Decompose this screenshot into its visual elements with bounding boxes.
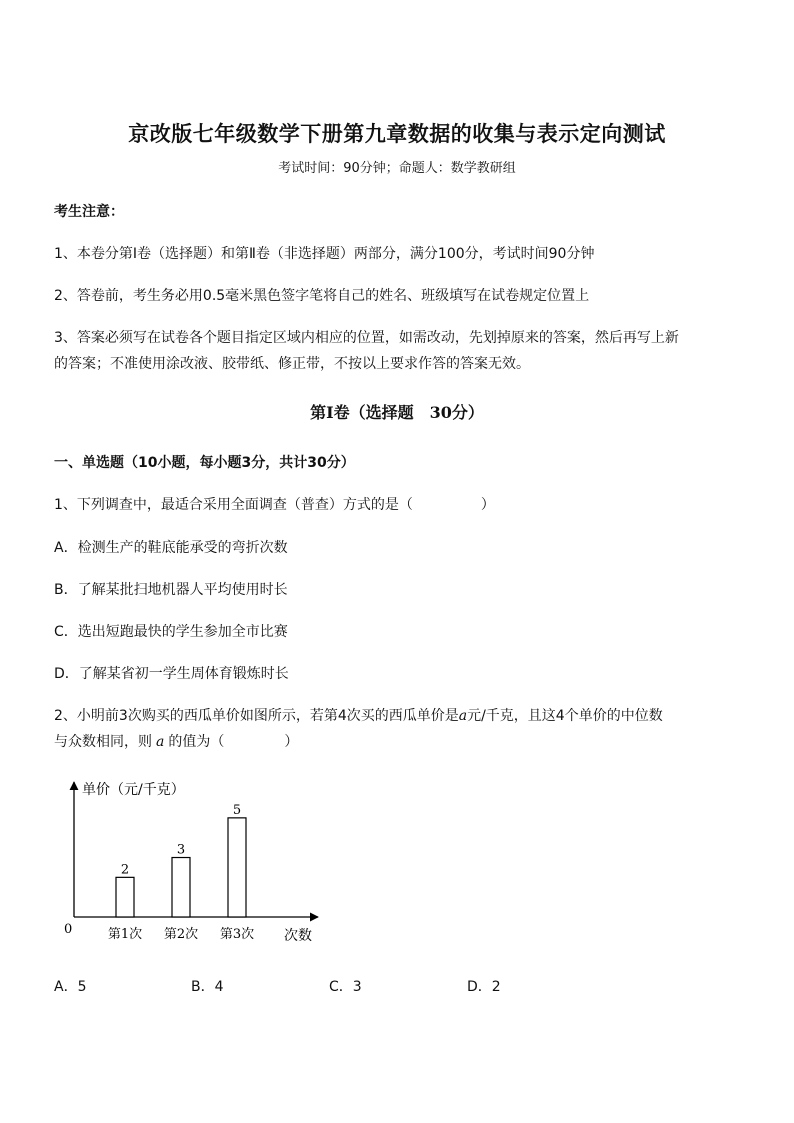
question-1-option-a[interactable]: A．检测生产的鞋底能承受的弯折次数 <box>54 540 288 556</box>
question-2-text-c: 与众数相同，则 <box>54 734 152 750</box>
question-2-option-c[interactable]: C．3 <box>329 979 362 995</box>
notice-item-3: 3、答案必须写在试卷各个题目指定区域内相应的位置，如需改动，先划掉原来的答案，然后再写上新 <box>54 330 679 346</box>
data-label-2: 3 <box>176 842 186 858</box>
bar-chart <box>50 770 340 950</box>
part-heading: 一、单选题（10小题，每小题3分，共计30分） <box>54 455 355 471</box>
question-1-stem <box>54 494 495 514</box>
bars-group <box>108 803 254 942</box>
question-1-option-d[interactable]: D．了解某省初一学生周体育锻炼时长 <box>54 666 289 682</box>
question-2-text-a: 2、小明前3次购买的西瓜单价如图所示，若第4次买的西瓜单价是 <box>54 708 459 724</box>
question-1-stem-text: 1、下列调查中，最适合采用全面调查（普查）方式的是（ <box>54 497 413 513</box>
question-1-stem-close: ） <box>480 497 495 513</box>
question-2-option-b[interactable]: B．4 <box>191 979 224 995</box>
question-2-option-d[interactable]: D．2 <box>467 979 501 995</box>
question-1-option-c[interactable]: C．选出短跑最快的学生参加全市比赛 <box>54 624 288 640</box>
tick-label-3: 第3次 <box>219 927 255 942</box>
bar-2 <box>172 858 190 917</box>
document-title: 京改版七年级数学下册第九章数据的收集与表示定向测试 <box>128 121 666 146</box>
question-2-text-e: ） <box>284 734 299 750</box>
notice-item-3-cont: 的答案；不准使用涂改液、胶带纸、修正带，不按以上要求作答的答案无效。 <box>54 356 530 372</box>
y-axis-label: 单价（元/千克） <box>82 782 185 798</box>
question-2-option-a[interactable]: A．5 <box>54 979 87 995</box>
notice-item-2: 2、答卷前，考生务必用0.5毫米黑色签字笔将自己的姓名、班级填写在试卷规定位置上 <box>54 288 590 304</box>
question-2-line-2 <box>54 731 298 751</box>
origin-label: 0 <box>64 922 73 937</box>
bar-1 <box>116 877 134 917</box>
notice-heading: 考生注意： <box>54 204 124 220</box>
notice-item-1: 1、本卷分第Ⅰ卷（选择题）和第Ⅱ卷（非选择题）两部分，满分100分，考试时间90分钟 <box>54 246 595 262</box>
x-axis-label: 次数 <box>284 928 312 944</box>
data-label-1: 2 <box>120 862 130 878</box>
variable-a: a <box>458 708 468 724</box>
document-subtitle: 考试时间：90分钟；命题人：数学教研组 <box>278 161 516 176</box>
tick-label-2: 第2次 <box>163 927 199 942</box>
question-1-option-b[interactable]: B．了解某批扫地机器人平均使用时长 <box>54 582 288 598</box>
variable-a-2: a <box>156 734 165 750</box>
data-label-3: 5 <box>232 802 242 818</box>
section-title: 第Ⅰ卷（选择题 30分） <box>310 403 484 422</box>
tick-label-1: 第1次 <box>107 927 143 942</box>
question-2-text-b: 元/千克，且这4个单价的中位数 <box>467 708 663 724</box>
bar-3 <box>228 818 246 917</box>
question-2-text-d: 的值为（ <box>168 734 225 750</box>
question-2-line-1 <box>54 705 663 725</box>
